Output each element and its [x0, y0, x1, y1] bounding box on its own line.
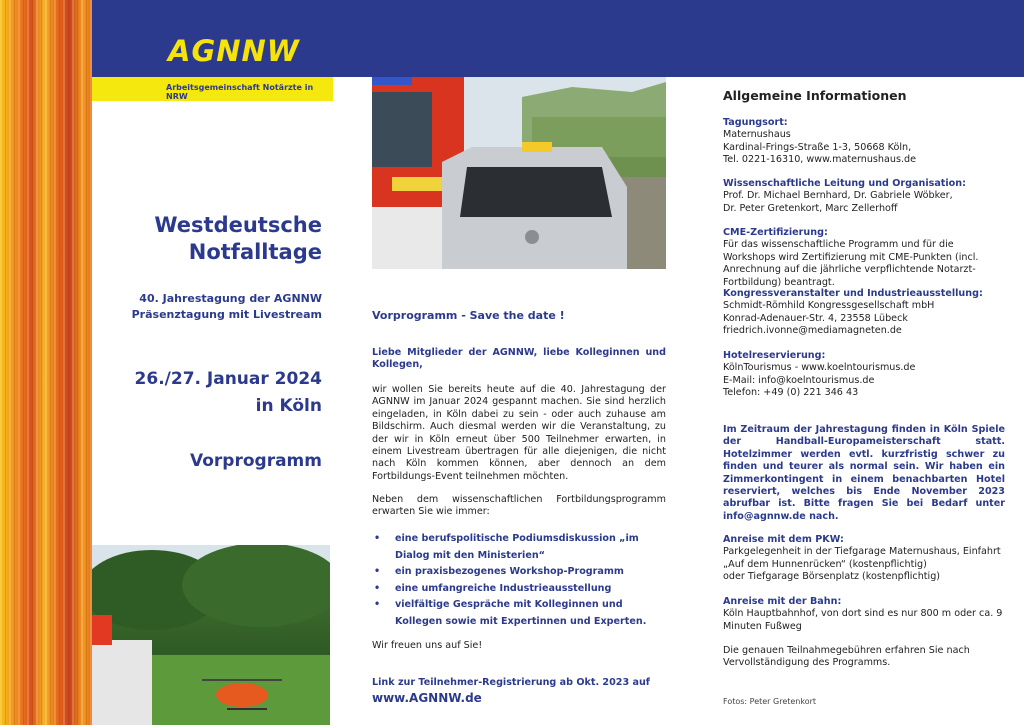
car-line: oder Tiefgarage Börsenplatz (kostenpflichtig) [723, 571, 941, 583]
helicopter-photo-illustration [92, 545, 330, 725]
hotel-line: KölnTourismus - www.koelntourismus.de [723, 362, 916, 374]
ambulance-photo-illustration [372, 77, 666, 269]
photo-credit: Fotos: Peter Gretenkort [723, 697, 817, 706]
venue-label: Tagungsort: [723, 117, 788, 128]
event-subtitle-line1: 40. Jahrestagung der AGNNW [139, 292, 322, 305]
organizer-line: Schmidt-Römhild Kongressgesellschaft mbH [723, 300, 935, 312]
cme-section [723, 227, 1005, 289]
fees-text: Die genauen Teilnahmegebühren erfahren Sie nach Vervollständigung des Programms. [723, 645, 970, 669]
hotel-line: Telefon: +49 (0) 221 346 43 [723, 387, 859, 399]
train-text: Köln Hauptbahnhof, von dort sind es nur 800 m oder ca. 9 Minuten Fußweg [723, 608, 1003, 632]
intro-paragraph: wir wollen Sie bereits heute auf die 40. Jahrestagung der AGNNW im Januar 2024 gespannt machen. Sie sind herzlich eingeladen, in Köln dabei zu sein - oder auch zuhause am Bildschirm. Auch diesmal werden wir die Veranstaltung, zu der wir in Köln erneut über 500 Teilnehmer erwarten, in einem Livestream übertragen für alle diejenigen, die nicht nach Köln kommen können, aber dennoch an dem Fortbildungs-Event teilnehmen möchten. [372, 384, 666, 482]
list-item: • eine berufspolitische Podiumsdiskussion „im Dialog mit den Ministerien“ [372, 531, 666, 564]
leadership-label: Wissenschaftliche Leitung und Organisation: [723, 178, 966, 189]
venue-line: Kardinal-Frings-Straße 1-3, 50668 Köln, [723, 141, 912, 153]
leadership-section [723, 178, 1005, 215]
car-section [723, 534, 1005, 584]
cme-label: CME-Zertifizierung: [723, 227, 828, 238]
organizer-line: Konrad-Adenauer-Str. 4, 23558 Lübeck [723, 312, 908, 324]
event-subtitle [132, 291, 322, 323]
cme-text: Für das wissenschaftliche Programm und für die Workshops wird Zertifizierung mit CME-Punkten (incl. Anrechnung auf die jährliche verpflichtende Notarzt-Fortbildung) beantragt. [723, 239, 979, 288]
expectations-paragraph: Neben dem wissenschaftlichen Fortbildungsprogramm erwarten Sie wie immer: [372, 494, 666, 518]
organizer-label: Kongressveranstalter und Industrieausstellung: [723, 288, 983, 299]
event-title [154, 212, 322, 266]
program-label: Vorprogramm [190, 451, 322, 471]
car-line: „Auf dem Hunnenrücken“ (kostenpflichtig) [723, 558, 927, 570]
registration-link-text: Link zur Teilnehmer-Registrierung ab Okt. 2023 auf [372, 677, 650, 688]
section-heading: Vorprogramm - Save the date ! [372, 309, 565, 322]
subtitle-bar [92, 77, 333, 101]
website-link[interactable]: www.AGNNW.de [372, 691, 482, 705]
event-date [135, 366, 322, 420]
hotel-section [723, 350, 1005, 400]
organization-subtitle: Arbeitsgemeinschaft Notärzte in NRW [166, 83, 314, 101]
list-item: • eine umfangreiche Industrieausstellung [372, 581, 666, 598]
decorative-side-strip [0, 0, 92, 725]
event-title-line2: Notfalltage [188, 240, 322, 264]
ambulance-photo [372, 77, 666, 269]
agnnw-logo: AGNNW [168, 34, 300, 68]
event-date-line1: 26./27. Januar 2024 [134, 369, 322, 389]
list-item: • ein praxisbezogenes Workshop-Programm [372, 564, 666, 581]
highlights-list [372, 531, 666, 630]
train-label: Anreise mit der Bahn: [723, 596, 842, 607]
hotel-label: Hotelreservierung: [723, 350, 826, 361]
list-item: • vielfältige Gespräche mit Kolleginnen und Kollegen sowie mit Expertinnen und Experten. [372, 597, 666, 630]
venue-line: Maternushaus [723, 129, 791, 141]
event-subtitle-line2: Präsenztagung mit Livestream [131, 308, 322, 321]
venue-section [723, 117, 1005, 167]
leadership-line: Prof. Dr. Michael Bernhard, Dr. Gabriele Wöbker, [723, 190, 953, 202]
leadership-line: Dr. Peter Gretenkort, Marc Zellerhoff [723, 202, 898, 214]
hotel-notice: Im Zeitraum der Jahrestagung finden in Köln Spiele der Handball-Europameisterschaft statt. Hotelzimmer werden evtl. kurzfristig schwer zu finden und teurer als normal sein. Wir haben ein Zimmerkontingent in einem benachbarten Hotel reserviert, welches bis Ende November 2023 abrufbar ist. Bitte fragen Sie bei Bedarf unter info@agnnw.de nach. [723, 424, 1005, 522]
car-line: Parkgelegenheit in der Tiefgarage Maternushaus, Einfahrt [723, 546, 1001, 558]
venue-line: Tel. 0221-16310, www.maternushaus.de [723, 154, 917, 166]
train-section [723, 596, 1005, 633]
event-date-line2: in Köln [255, 396, 322, 416]
event-title-line1: Westdeutsche [154, 213, 322, 237]
info-heading: Allgemeine Informationen [723, 88, 907, 103]
organizer-section [723, 288, 1005, 338]
greeting-text: Liebe Mitglieder der AGNNW, liebe Kolleginnen und Kollegen, [372, 347, 666, 371]
hotel-line: E-Mail: info@koelntourismus.de [723, 374, 875, 386]
closing-text: Wir freuen uns auf Sie! [372, 640, 483, 651]
helicopter-photo [92, 545, 330, 725]
car-label: Anreise mit dem PKW: [723, 534, 844, 545]
organizer-line: friedrich.ivonne@mediamagneten.de [723, 325, 902, 337]
